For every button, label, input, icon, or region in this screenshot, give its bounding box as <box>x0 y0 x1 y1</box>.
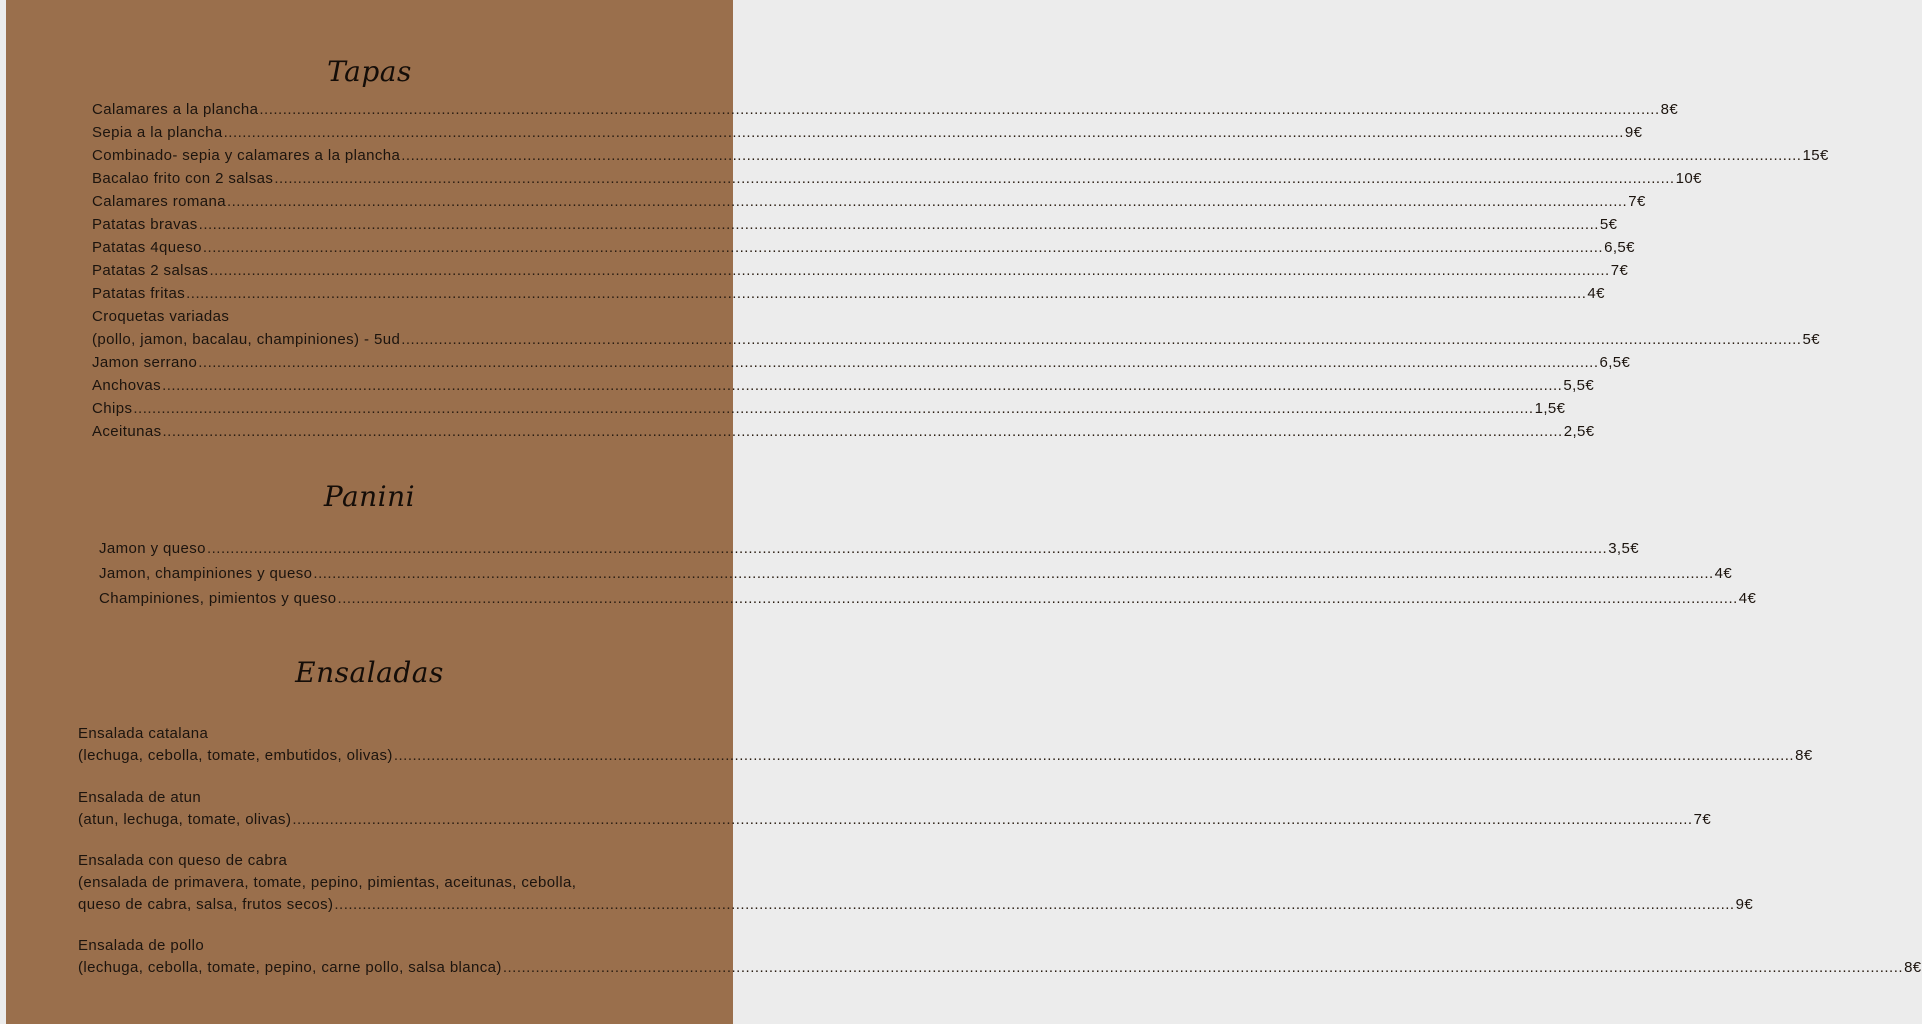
menu-item-name: Patatas fritas <box>92 285 186 302</box>
salad-ingredients: queso de cabra, salsa, frutos secos) <box>78 896 334 913</box>
menu-item-row <box>92 123 1643 143</box>
menu-item-name: Anchovas <box>92 377 162 394</box>
dot-leader: ............................................................................................................................................................................................................................................................................................................ <box>226 193 1628 210</box>
menu-item-row <box>78 895 1754 915</box>
menu-item-price: 9€ <box>1624 124 1643 141</box>
menu-item-name: Champiniones, pimientos y queso <box>99 590 337 607</box>
tapas-title: Tapas <box>327 55 412 88</box>
menu-item-name: Combinado- sepia y calamares a la plancha <box>92 147 401 164</box>
menu-item-name: Chips <box>92 400 133 417</box>
dot-leader: ............................................................................................................................................................................................................................................................................................................ <box>337 590 1738 607</box>
menu-item-price: 6,5€ <box>1604 239 1635 256</box>
menu-item-price: 4€ <box>1714 565 1733 582</box>
dot-leader: ............................................................................................................................................................................................................................................................................................................ <box>401 147 1802 164</box>
dot-leader: ............................................................................................................................................................................................................................................................................................................ <box>393 747 1795 764</box>
menu-item-price: 15€ <box>1802 147 1829 164</box>
menu-item-name: Calamares romana <box>92 193 226 210</box>
menu-item-price: 7€ <box>1693 811 1712 828</box>
menu-item-name: Jamon, champiniones y queso <box>99 565 313 582</box>
menu-item-row <box>92 330 1820 350</box>
menu-item-price: 2,5€ <box>1563 423 1595 440</box>
menu-item-price: 5,5€ <box>1563 377 1595 394</box>
dot-leader: ............................................................................................................................................................................................................................................................................................................ <box>202 239 1604 256</box>
dot-leader: ............................................................................................................................................................................................................................................................................................................ <box>274 170 1675 187</box>
dot-leader: ............................................................................................................................................................................................................................................................................................................ <box>401 331 1802 348</box>
dot-leader: ............................................................................................................................................................................................................................................................................................................ <box>186 285 1587 302</box>
menu-item-price: 4€ <box>1738 590 1757 607</box>
dot-leader: ............................................................................................................................................................................................................................................................................................................ <box>162 377 1563 394</box>
menu-item-row <box>78 746 1813 766</box>
menu-item-row <box>99 589 1757 609</box>
menu-item-row <box>92 422 1595 442</box>
menu-item-name: Croquetas variadas <box>92 308 230 325</box>
menu-item-row <box>99 539 1639 559</box>
dot-leader: ............................................................................................................................................................................................................................................................................................................ <box>292 811 1693 828</box>
dot-leader: ............................................................................................................................................................................................................................................................................................................ <box>259 101 1660 118</box>
menu-item-price: 4€ <box>1587 285 1605 302</box>
menu-item-price: 8€ <box>1660 101 1679 118</box>
menu-item-price: 3,5€ <box>1608 540 1639 557</box>
menu-item-price: 8€ <box>1795 747 1813 764</box>
panini-title: Panini <box>323 480 416 513</box>
menu-item-row <box>92 192 1646 212</box>
menu-item-price: 5€ <box>1599 216 1618 233</box>
menu-item-price: 7€ <box>1628 193 1646 210</box>
dot-leader: ............................................................................................................................................................................................................................................................................................................ <box>206 540 1608 557</box>
salad-name: Ensalada de atun <box>78 789 202 806</box>
salad-ingredients: (atun, lechuga, tomate, olivas) <box>78 811 292 828</box>
menu-item-price: 6,5€ <box>1599 354 1631 371</box>
menu-item-price: 7€ <box>1610 262 1629 279</box>
dot-leader: ............................................................................................................................................................................................................................................................................................................ <box>133 400 1534 417</box>
dot-leader: ............................................................................................................................................................................................................................................................................................................ <box>223 124 1624 141</box>
dot-leader: ............................................................................................................................................................................................................................................................................................................ <box>502 959 1904 976</box>
salad-name: Ensalada catalana <box>78 725 209 742</box>
dot-leader: ............................................................................................................................................................................................................................................................................................................ <box>162 423 1563 440</box>
dot-leader: ............................................................................................................................................................................................................................................................................................................ <box>313 565 1714 582</box>
menu-item-price: 10€ <box>1675 170 1702 187</box>
menu-item-name: Patatas bravas <box>92 216 198 233</box>
menu-item-name: Calamares a la plancha <box>92 101 259 118</box>
menu-item-name: Jamon serrano <box>92 354 198 371</box>
menu-item-name: (pollo, jamon, bacalau, champiniones) - 5ud <box>92 331 401 348</box>
menu-item-price: 5€ <box>1802 331 1820 348</box>
menu-item-row <box>99 564 1733 584</box>
dot-leader: ............................................................................................................................................................................................................................................................................................................ <box>334 896 1735 913</box>
menu-item-name: Patatas 4queso <box>92 239 202 256</box>
menu-item-row <box>78 810 1712 830</box>
menu-item-row <box>92 100 1679 120</box>
menu-item-row <box>92 215 1618 235</box>
menu-item-price: 1,5€ <box>1534 400 1566 417</box>
salad-ingredients: (lechuga, cebolla, tomate, embutidos, olivas) <box>78 747 393 764</box>
menu-item-row <box>92 169 1702 189</box>
dot-leader: ............................................................................................................................................................................................................................................................................................................ <box>198 354 1599 371</box>
menu-item-row <box>92 238 1635 258</box>
dot-leader: ............................................................................................................................................................................................................................................................................................................ <box>209 262 1610 279</box>
ensaladas-title: Ensaladas <box>295 656 444 689</box>
menu-item-price: 8€ <box>1904 959 1922 976</box>
menu-item-row <box>92 146 1829 166</box>
menu-item-row <box>78 958 1922 978</box>
menu-item-row <box>92 399 1566 419</box>
menu-item-row <box>92 376 1595 396</box>
menu-item-row <box>92 284 1605 304</box>
menu-item-name: Jamon y queso <box>99 540 206 557</box>
salad-ingredients: (ensalada de primavera, tomate, pepino, pimientas, aceitunas, cebolla, <box>78 874 577 891</box>
dot-leader: ............................................................................................................................................................................................................................................................................................................ <box>198 216 1599 233</box>
menu-item-row <box>92 353 1631 373</box>
salad-ingredients: (lechuga, cebolla, tomate, pepino, carne pollo, salsa blanca) <box>78 959 502 976</box>
menu-item-price: 9€ <box>1735 896 1754 913</box>
salad-name: Ensalada con queso de cabra <box>78 852 288 869</box>
salad-name: Ensalada de pollo <box>78 937 205 954</box>
menu-item-name: Aceitunas <box>92 423 162 440</box>
menu-item-row <box>92 261 1629 281</box>
menu-page <box>6 0 1922 1024</box>
menu-item-name: Sepia a la plancha <box>92 124 223 141</box>
menu-item-name: Bacalao frito con 2 salsas <box>92 170 274 187</box>
menu-item-name: Patatas 2 salsas <box>92 262 209 279</box>
